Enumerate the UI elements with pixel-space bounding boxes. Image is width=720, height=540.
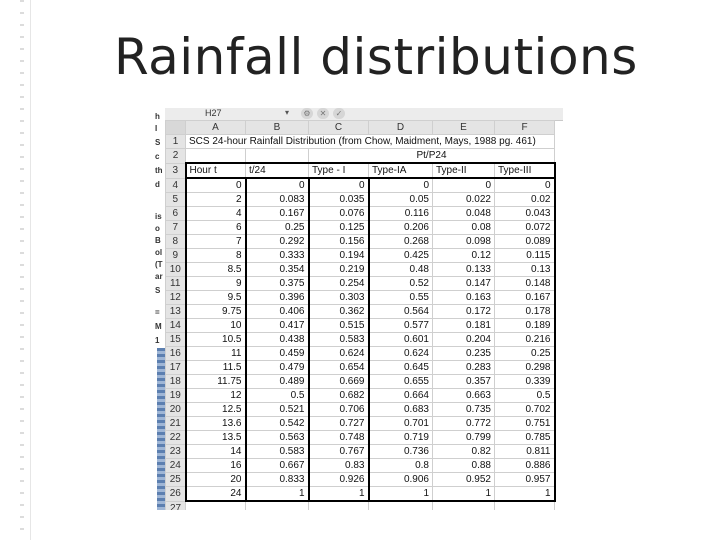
data-cell[interactable]: 1 xyxy=(246,487,309,502)
column-title-cell[interactable]: Hour t xyxy=(186,163,246,178)
row-header[interactable]: 12 xyxy=(166,291,186,305)
table-row xyxy=(166,403,555,417)
data-cell[interactable]: 0.719 xyxy=(369,431,433,445)
table-row xyxy=(166,135,555,149)
column-title-cell[interactable]: Type-II xyxy=(433,163,495,178)
data-cell[interactable]: 16 xyxy=(186,459,246,473)
data-cell[interactable]: 4 xyxy=(186,207,246,221)
sidebar-fragment-text: I xyxy=(155,124,158,133)
data-cell[interactable]: 0.751 xyxy=(495,417,555,431)
data-cell[interactable]: 11 xyxy=(186,347,246,361)
cell[interactable] xyxy=(246,149,309,164)
row-header[interactable]: 27 xyxy=(166,501,186,510)
data-cell[interactable]: 0.167 xyxy=(495,291,555,305)
data-cell[interactable]: 0.583 xyxy=(246,445,309,459)
data-cell[interactable]: 0.515 xyxy=(309,319,369,333)
row-header[interactable]: 22 xyxy=(166,431,186,445)
data-cell[interactable]: 0.727 xyxy=(309,417,369,431)
data-cell[interactable]: 0 xyxy=(309,178,369,193)
row-header[interactable]: 14 xyxy=(166,319,186,333)
data-cell[interactable]: 10.5 xyxy=(186,333,246,347)
sidebar-fragment-text: 1 xyxy=(155,336,160,345)
data-cell[interactable]: 0.022 xyxy=(433,193,495,207)
table-row xyxy=(166,333,555,347)
data-cell[interactable]: 0 xyxy=(369,178,433,193)
row-header[interactable]: 3 xyxy=(166,163,186,178)
cell[interactable] xyxy=(309,501,369,510)
data-cell[interactable]: 0.748 xyxy=(309,431,369,445)
data-cell[interactable]: 0.083 xyxy=(246,193,309,207)
column-title-cell[interactable]: t/24 xyxy=(246,163,309,178)
data-cell[interactable]: 13.5 xyxy=(186,431,246,445)
data-cell[interactable]: 0.83 xyxy=(309,459,369,473)
sidebar-fragment-text: h xyxy=(155,112,160,121)
data-cell[interactable]: 0.268 xyxy=(369,235,433,249)
table-row xyxy=(166,375,555,389)
data-cell[interactable]: 0.8 xyxy=(369,459,433,473)
decorative-margin-dots xyxy=(20,0,24,540)
data-cell[interactable]: 0.089 xyxy=(495,235,555,249)
data-cell[interactable]: 0.577 xyxy=(369,319,433,333)
data-cell[interactable]: 9 xyxy=(186,277,246,291)
table-row xyxy=(166,277,555,291)
chevron-down-icon[interactable]: ▾ xyxy=(285,108,290,117)
confirm-icon[interactable]: ✓ xyxy=(333,108,345,119)
column-title-cell[interactable]: Type - I xyxy=(309,163,369,178)
data-cell[interactable]: 0.952 xyxy=(433,473,495,487)
data-cell[interactable]: 0.563 xyxy=(246,431,309,445)
table-row xyxy=(166,501,555,510)
gear-icon[interactable]: ⚙ xyxy=(301,108,313,119)
row-header[interactable]: 4 xyxy=(166,178,186,193)
data-cell[interactable]: 0.035 xyxy=(309,193,369,207)
data-cell[interactable]: 0 xyxy=(186,178,246,193)
table-row xyxy=(166,319,555,333)
cell[interactable] xyxy=(369,501,433,510)
data-cell[interactable]: 0.283 xyxy=(433,361,495,375)
data-cell[interactable]: 0.298 xyxy=(495,361,555,375)
data-cell[interactable]: 0.564 xyxy=(369,305,433,319)
sidebar-fragment-text: S xyxy=(155,286,161,295)
sidebar-fragment-text: is xyxy=(155,212,162,221)
data-cell[interactable]: 1 xyxy=(309,487,369,502)
table-row xyxy=(166,431,555,445)
data-cell[interactable]: 0.926 xyxy=(309,473,369,487)
data-cell[interactable]: 0.601 xyxy=(369,333,433,347)
row-header[interactable]: 21 xyxy=(166,417,186,431)
sidebar-fragment-text: B xyxy=(155,236,161,245)
data-cell[interactable]: 0.235 xyxy=(433,347,495,361)
data-cell[interactable]: 0.216 xyxy=(495,333,555,347)
data-cell[interactable]: 0.098 xyxy=(433,235,495,249)
sidebar-fragment-text: d xyxy=(155,180,160,189)
cropped-blue-strip xyxy=(157,348,165,510)
data-cell[interactable]: 0.736 xyxy=(369,445,433,459)
cell[interactable] xyxy=(186,149,246,164)
slide-title: Rainfall distributions xyxy=(114,28,638,86)
data-cell[interactable]: 0.375 xyxy=(246,277,309,291)
column-header[interactable]: E xyxy=(433,121,495,135)
table-row xyxy=(166,487,555,502)
sidebar-fragment-text: o xyxy=(155,224,160,233)
data-cell[interactable]: 0.682 xyxy=(309,389,369,403)
cell[interactable] xyxy=(495,501,555,510)
row-header[interactable]: 19 xyxy=(166,389,186,403)
sidebar-fragment-text: M xyxy=(155,322,162,331)
data-cell[interactable]: 1 xyxy=(495,487,555,502)
data-cell[interactable]: 0.48 xyxy=(369,263,433,277)
data-cell[interactable]: 20 xyxy=(186,473,246,487)
table-row xyxy=(166,221,555,235)
row-header[interactable]: 23 xyxy=(166,445,186,459)
data-cell[interactable]: 0.406 xyxy=(246,305,309,319)
data-cell[interactable]: 0.354 xyxy=(246,263,309,277)
data-cell[interactable]: 14 xyxy=(186,445,246,459)
data-cell[interactable]: 0.702 xyxy=(495,403,555,417)
data-cell[interactable]: 0.5 xyxy=(495,389,555,403)
data-cell[interactable]: 0 xyxy=(246,178,309,193)
data-cell[interactable]: 0.542 xyxy=(246,417,309,431)
data-cell[interactable]: 0.147 xyxy=(433,277,495,291)
data-cell[interactable]: 0.624 xyxy=(369,347,433,361)
data-cell[interactable]: 0.701 xyxy=(369,417,433,431)
spreadsheet-screenshot xyxy=(155,108,563,510)
data-cell[interactable]: 0.479 xyxy=(246,361,309,375)
data-cell[interactable]: 0.654 xyxy=(309,361,369,375)
data-cell[interactable]: 0.88 xyxy=(433,459,495,473)
data-cell[interactable]: 0.706 xyxy=(309,403,369,417)
data-cell[interactable]: 0.08 xyxy=(433,221,495,235)
data-cell[interactable]: 0.5 xyxy=(246,389,309,403)
data-cell[interactable]: 0.655 xyxy=(369,375,433,389)
row-header[interactable]: 17 xyxy=(166,361,186,375)
data-cell[interactable]: 0.303 xyxy=(309,291,369,305)
sidebar-fragment-text: S xyxy=(155,138,161,147)
data-cell[interactable]: 0.178 xyxy=(495,305,555,319)
data-cell[interactable]: 0.663 xyxy=(433,389,495,403)
data-cell[interactable]: 0.362 xyxy=(309,305,369,319)
table-row xyxy=(166,263,555,277)
data-cell[interactable]: 0.459 xyxy=(246,347,309,361)
data-cell[interactable]: 0.833 xyxy=(246,473,309,487)
data-cell[interactable]: 0.25 xyxy=(246,221,309,235)
data-cell[interactable]: 0.357 xyxy=(433,375,495,389)
data-cell[interactable]: 0.417 xyxy=(246,319,309,333)
data-cell[interactable]: 0.82 xyxy=(433,445,495,459)
data-cell[interactable]: 12.5 xyxy=(186,403,246,417)
table-row xyxy=(166,445,555,459)
data-cell[interactable]: 0.55 xyxy=(369,291,433,305)
data-cell[interactable]: 0.333 xyxy=(246,249,309,263)
data-cell[interactable]: 0.206 xyxy=(369,221,433,235)
table-row xyxy=(166,305,555,319)
row-header[interactable]: 8 xyxy=(166,235,186,249)
column-header[interactable]: F xyxy=(495,121,555,135)
row-header[interactable]: 25 xyxy=(166,473,186,487)
data-cell[interactable]: 0.811 xyxy=(495,445,555,459)
column-header-row xyxy=(166,121,555,135)
sidebar-fragment-text: (T xyxy=(155,260,163,269)
data-cell[interactable]: 11.75 xyxy=(186,375,246,389)
table-row xyxy=(166,417,555,431)
cancel-icon[interactable]: ✕ xyxy=(317,108,329,119)
cell[interactable] xyxy=(433,501,495,510)
data-cell[interactable]: 0.254 xyxy=(309,277,369,291)
table-row xyxy=(166,193,555,207)
select-all-corner[interactable] xyxy=(166,121,186,135)
data-cell[interactable]: 10 xyxy=(186,319,246,333)
row-header[interactable]: 16 xyxy=(166,347,186,361)
cell[interactable] xyxy=(246,501,309,510)
data-cell[interactable]: 0.204 xyxy=(433,333,495,347)
column-title-cell[interactable]: Type-IA xyxy=(369,163,433,178)
data-cell[interactable]: 0.735 xyxy=(433,403,495,417)
data-cell[interactable]: 0.125 xyxy=(309,221,369,235)
row-header[interactable]: 11 xyxy=(166,277,186,291)
data-cell[interactable]: 0.02 xyxy=(495,193,555,207)
sidebar-fragment-text: c xyxy=(155,152,160,161)
cell[interactable] xyxy=(186,501,246,510)
column-header[interactable]: A xyxy=(186,121,246,135)
data-cell[interactable]: 0.048 xyxy=(433,207,495,221)
data-cell[interactable]: 0.521 xyxy=(246,403,309,417)
data-cell[interactable]: 0.957 xyxy=(495,473,555,487)
row-header[interactable]: 20 xyxy=(166,403,186,417)
data-cell[interactable]: 0.194 xyxy=(309,249,369,263)
row-header[interactable]: 6 xyxy=(166,207,186,221)
row-header[interactable]: 24 xyxy=(166,459,186,473)
row-header[interactable]: 2 xyxy=(166,149,186,164)
data-cell[interactable]: 0.148 xyxy=(495,277,555,291)
table-row xyxy=(166,163,555,178)
table-row xyxy=(166,473,555,487)
row-header[interactable]: 18 xyxy=(166,375,186,389)
sheet-title-cell[interactable]: SCS 24-hour Rainfall Distribution (from Chow, Maidment, Mays, 1988 pg. 461) xyxy=(186,135,555,149)
row-header[interactable]: 13 xyxy=(166,305,186,319)
table-row xyxy=(166,207,555,221)
data-cell[interactable]: 0.076 xyxy=(309,207,369,221)
table-row xyxy=(166,178,555,193)
ratio-label-cell[interactable]: Pt/P24 xyxy=(309,149,555,164)
data-cell[interactable]: 8.5 xyxy=(186,263,246,277)
data-cell[interactable]: 24 xyxy=(186,487,246,502)
data-cell[interactable]: 0.043 xyxy=(495,207,555,221)
table-row xyxy=(166,249,555,263)
data-cell[interactable]: 0.583 xyxy=(309,333,369,347)
data-cell[interactable]: 1 xyxy=(369,487,433,502)
data-cell[interactable]: 0.13 xyxy=(495,263,555,277)
column-header[interactable]: C xyxy=(309,121,369,135)
data-cell[interactable]: 0.669 xyxy=(309,375,369,389)
data-cell[interactable]: 0.799 xyxy=(433,431,495,445)
data-cell[interactable]: 0.489 xyxy=(246,375,309,389)
row-header[interactable]: 9 xyxy=(166,249,186,263)
data-cell[interactable]: 0.12 xyxy=(433,249,495,263)
data-cell[interactable]: 0.133 xyxy=(433,263,495,277)
row-header[interactable]: 5 xyxy=(166,193,186,207)
data-cell[interactable]: 0.667 xyxy=(246,459,309,473)
data-cell[interactable]: 0.115 xyxy=(495,249,555,263)
data-cell[interactable]: 0.785 xyxy=(495,431,555,445)
sidebar-fragment-text: = xyxy=(155,308,160,317)
column-header[interactable]: D xyxy=(369,121,433,135)
data-cell[interactable]: 12 xyxy=(186,389,246,403)
data-cell[interactable]: 0.181 xyxy=(433,319,495,333)
data-cell[interactable]: 0.25 xyxy=(495,347,555,361)
data-cell[interactable]: 0.772 xyxy=(433,417,495,431)
data-cell[interactable]: 7 xyxy=(186,235,246,249)
name-box[interactable]: H27 xyxy=(205,108,222,118)
decorative-margin-line xyxy=(30,0,31,540)
data-cell[interactable]: 2 xyxy=(186,193,246,207)
spreadsheet-grid xyxy=(165,120,556,510)
data-cell[interactable]: 8 xyxy=(186,249,246,263)
data-cell[interactable]: 0.767 xyxy=(309,445,369,459)
data-cell[interactable]: 11.5 xyxy=(186,361,246,375)
data-cell[interactable]: 9.75 xyxy=(186,305,246,319)
column-title-cell[interactable]: Type-III xyxy=(495,163,555,178)
data-cell[interactable]: 0.396 xyxy=(246,291,309,305)
data-cell[interactable]: 0.683 xyxy=(369,403,433,417)
row-header[interactable]: 7 xyxy=(166,221,186,235)
table-row xyxy=(166,389,555,403)
table-row xyxy=(166,149,555,164)
data-cell[interactable]: 13.6 xyxy=(186,417,246,431)
sidebar-fragment-text: th xyxy=(155,166,163,175)
cropped-sidebar-fragment xyxy=(155,108,165,510)
table-row xyxy=(166,361,555,375)
data-cell[interactable]: 0.425 xyxy=(369,249,433,263)
data-cell[interactable]: 0.072 xyxy=(495,221,555,235)
data-cell[interactable]: 0.292 xyxy=(246,235,309,249)
table-row xyxy=(166,235,555,249)
data-cell[interactable]: 0.172 xyxy=(433,305,495,319)
table-row xyxy=(166,291,555,305)
data-cell[interactable]: 0 xyxy=(433,178,495,193)
data-cell[interactable]: 0.05 xyxy=(369,193,433,207)
data-cell[interactable]: 0.52 xyxy=(369,277,433,291)
column-header[interactable]: B xyxy=(246,121,309,135)
data-cell[interactable]: 0.167 xyxy=(246,207,309,221)
data-cell[interactable]: 0.886 xyxy=(495,459,555,473)
table-row xyxy=(166,459,555,473)
row-header[interactable]: 1 xyxy=(166,135,186,149)
data-cell[interactable]: 0.189 xyxy=(495,319,555,333)
data-cell[interactable]: 0.664 xyxy=(369,389,433,403)
row-header[interactable]: 15 xyxy=(166,333,186,347)
table-row xyxy=(166,347,555,361)
data-cell[interactable]: 9.5 xyxy=(186,291,246,305)
data-cell[interactable]: 0.438 xyxy=(246,333,309,347)
data-cell[interactable]: 0.624 xyxy=(309,347,369,361)
data-cell[interactable]: 1 xyxy=(433,487,495,502)
data-cell[interactable]: 0.645 xyxy=(369,361,433,375)
data-cell[interactable]: 0.163 xyxy=(433,291,495,305)
sidebar-fragment-text: ar xyxy=(155,272,163,281)
data-cell[interactable]: 0.906 xyxy=(369,473,433,487)
data-cell[interactable]: 0.219 xyxy=(309,263,369,277)
data-cell[interactable]: 0 xyxy=(495,178,555,193)
data-cell[interactable]: 6 xyxy=(186,221,246,235)
data-cell[interactable]: 0.116 xyxy=(369,207,433,221)
data-cell[interactable]: 0.339 xyxy=(495,375,555,389)
data-cell[interactable]: 0.156 xyxy=(309,235,369,249)
row-header[interactable]: 10 xyxy=(166,263,186,277)
row-header[interactable]: 26 xyxy=(166,487,186,502)
sidebar-fragment-text: ol xyxy=(155,248,163,257)
